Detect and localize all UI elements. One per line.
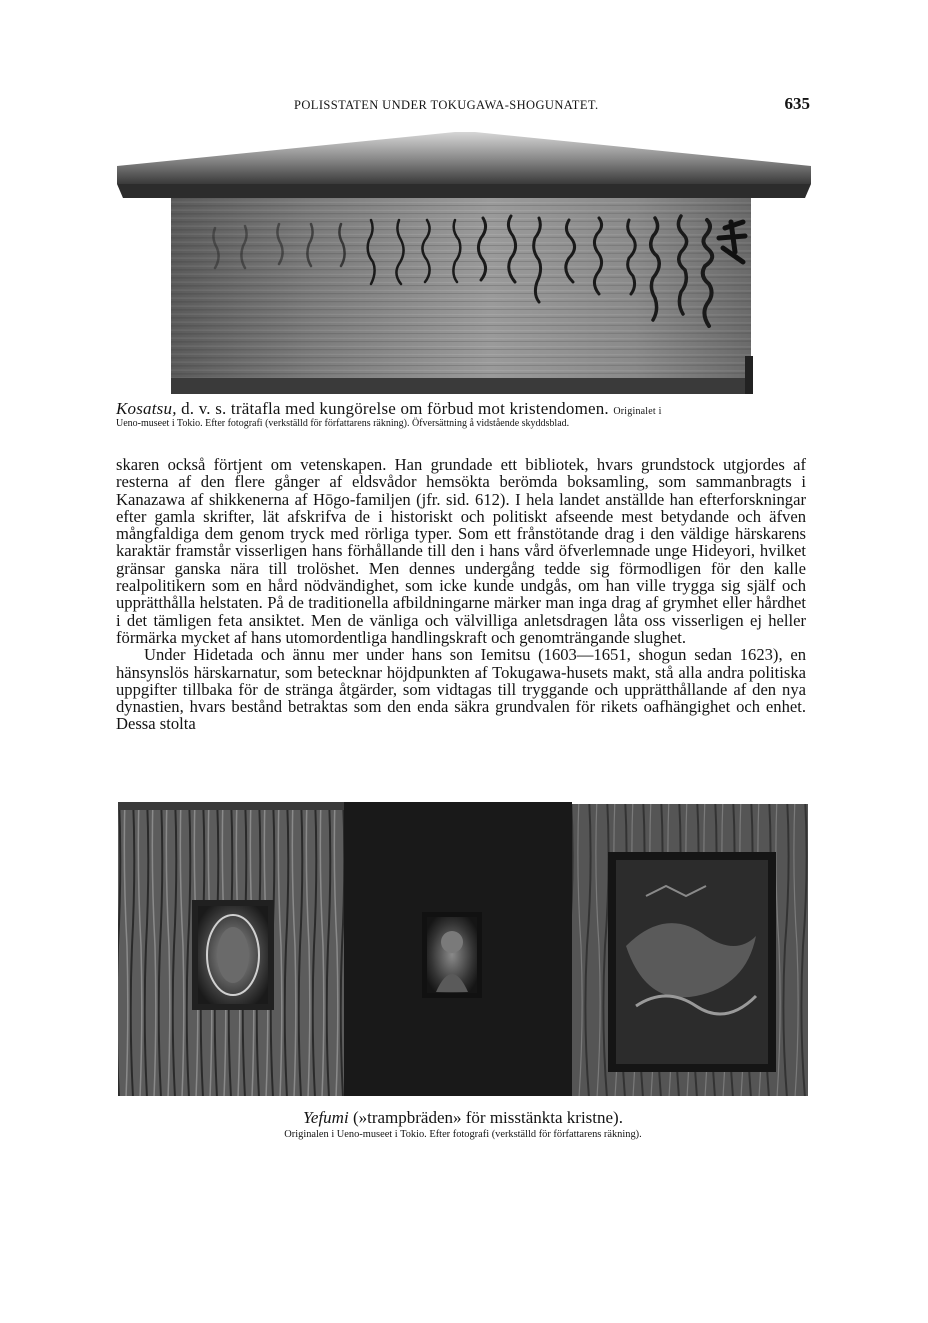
figure-top-caption-note: Ueno-museet i Tokio. Efter fotografi (verkställd för författarens räkning). Öfversättning å vidstående skyddsblad. xyxy=(116,418,570,429)
running-title: POLISSTATEN UNDER TOKUGAWA-SHOGUNATET. xyxy=(294,98,599,112)
figure-bottom-caption xyxy=(116,1108,810,1142)
page-header xyxy=(116,94,810,118)
figure-top-caption xyxy=(116,400,810,430)
body-text xyxy=(116,456,806,733)
kosatsu-term: Kosatsu, xyxy=(116,399,177,418)
yefumi-term: Yefumi xyxy=(303,1108,349,1127)
kosatsu-photo xyxy=(115,128,813,400)
body-paragraph: Under Hidetada och ännu mer under hans son Iemitsu (1603—1651, shogun sedan 1623), en hänsynslös härskarnatur, som betecknar höjdpunkten af Tokugawa-husets makt, stå alla andra politiska uppgifter tillbaka för de stränga åtgärder, som vidtagas till tryggande och upprätthållande af den nya dynastien, hvars bestånd betraktas som den enda säkra grundvalen för rikets oafhängighet och enhet. Dessa stolta xyxy=(116,645,806,734)
figure-bottom-caption-note: Originalen i Ueno-museet i Tokio. Efter fotografi (verkställd för författarens räkning). xyxy=(284,1129,642,1140)
yefumi-photo xyxy=(116,796,810,1098)
figure-top-caption-title xyxy=(116,400,810,418)
figure-bottom-caption-title xyxy=(116,1108,810,1128)
figure-top-caption-title-rest: d. v. s. trätafla med kungörelse om förbud mot kristendomen. xyxy=(181,399,609,418)
figure-bottom-caption-title-rest: (»trampbräden» för misstänkta kristne). xyxy=(352,1108,623,1127)
body-paragraph: skaren också förtjent om vetenskapen. Han grundade ett bibliotek, hvars grundstock utgjordes af resterna af den flere gånger af eldsvådor hemsökta berömda boksamling, som sammanbragts i Kanazawa af shikkenerna af Hōgo-familjen (jfr. sid. 612). I hela landet anställde han efterforskningar efter gamla skrifter, lät afskrifva de i historiskt och politiskt afseende mest betydande och äfven mångfaldiga dem genom tryck med rörliga typer. Som ett frånstötande drag i den väldige härskarens karaktär framstår visserligen hans förhållande till den i hans vård öfverlemnade unge Hideyori, hvilket gränsar ganska nära till trolöshet. Men dennes undergång tedde sig förmodligen för den kalle realpolitikern som en hård nödvändighet, som icke kunde undgås, om han ville trygga sig själf och upprätthålla helstaten. På de traditionella afbildningarne märker man inga drag af grymhet eller hårdhet i det tämligen feta ansiktet. Men de vänliga och välvilliga anletsdragen låta oss visserligen ej heller förmärka mycket af hans utomordentliga handlingskraft och genomträngande slughet. xyxy=(116,455,806,647)
page-number: 635 xyxy=(784,94,810,113)
figure-top-caption-note-start: Originalet i xyxy=(613,406,662,417)
